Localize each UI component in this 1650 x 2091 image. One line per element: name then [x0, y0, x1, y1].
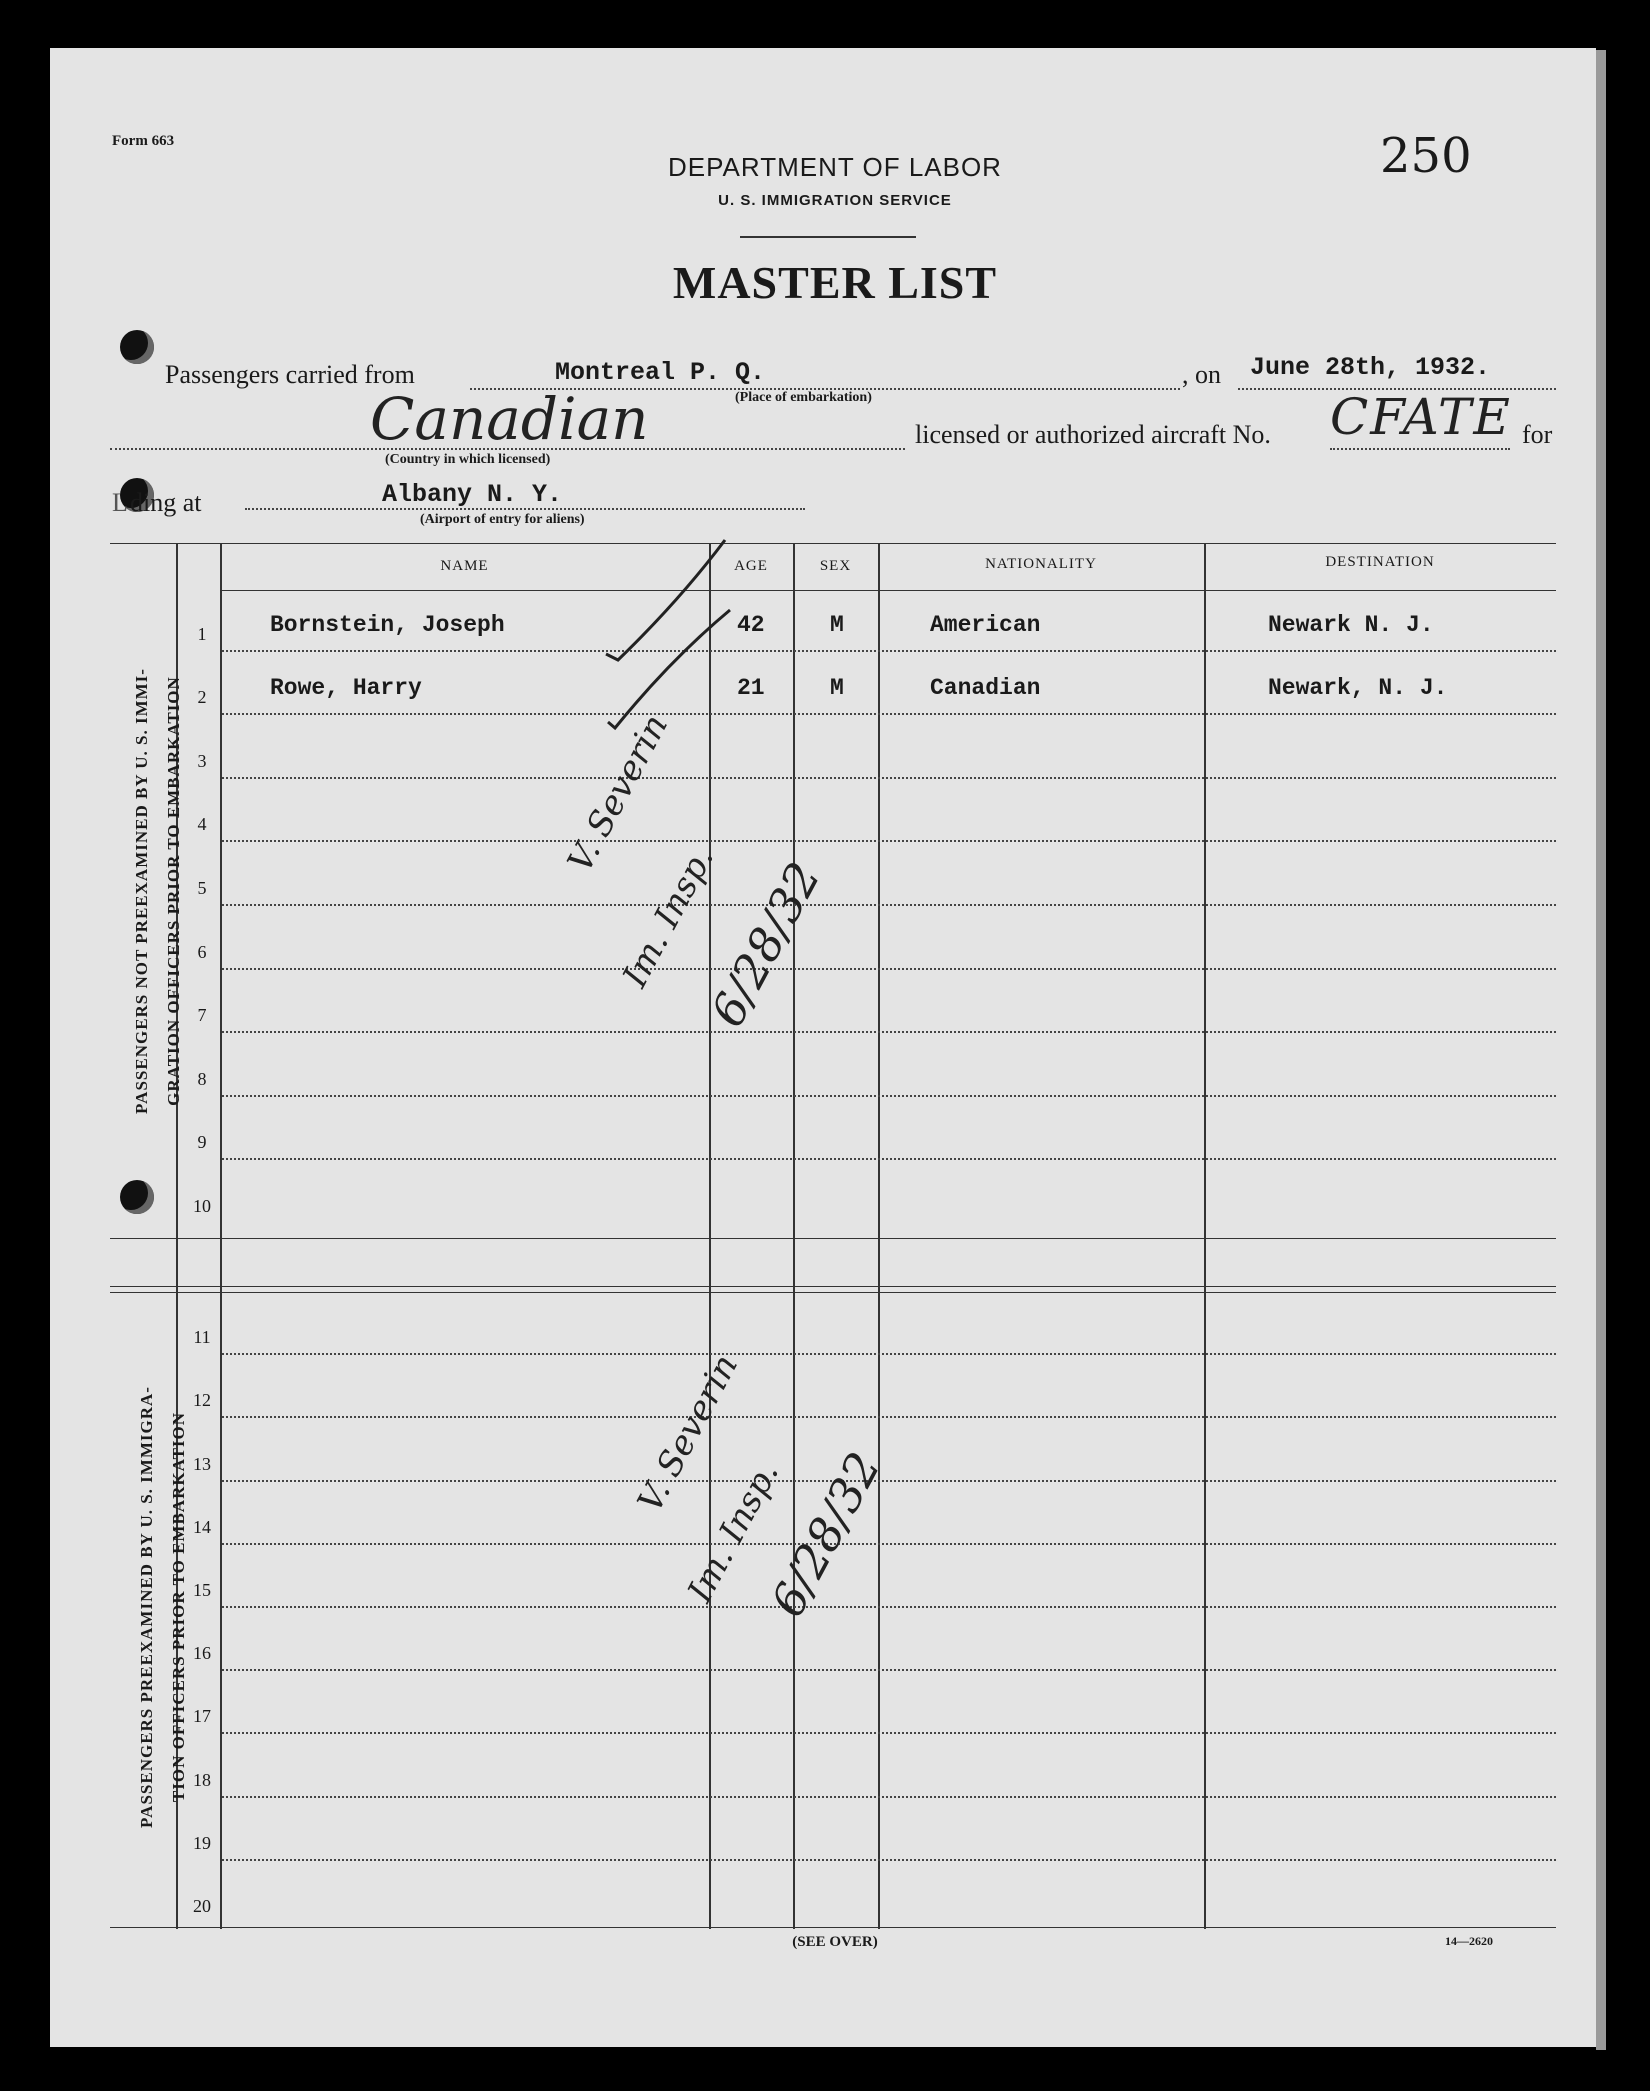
passenger-age: 42	[737, 611, 765, 638]
passenger-destination: Newark, N. J.	[1268, 675, 1448, 702]
passenger-name: Bornstein, Joseph	[270, 611, 505, 638]
page-number: 250	[1380, 128, 1472, 184]
row-number: 16	[193, 1643, 211, 1664]
row-number: 9	[197, 1132, 207, 1153]
row-number: 19	[193, 1832, 211, 1853]
form-number: Form 663	[112, 133, 175, 149]
column-header-name: NAME	[440, 558, 489, 574]
aircraft-label: licensed or authorized aircraft No.	[915, 420, 1271, 449]
airport: Albany N. Y.	[382, 480, 563, 509]
row-number: 7	[197, 1005, 207, 1026]
section1-label-line2: GRATION OFFICERS PRIOR TO EMBARKATION	[164, 676, 183, 1106]
country-caption: (Country in which licensed)	[385, 452, 551, 467]
inspection-date-1: 6/28/32	[700, 853, 831, 1036]
aircraft-number: CFATE	[1330, 388, 1512, 446]
passenger-name: Rowe, Harry	[270, 675, 422, 702]
row-number: 15	[193, 1580, 211, 1600]
inspector-signature-2: V. Severin	[630, 1348, 747, 1519]
for-label: for	[1522, 420, 1553, 449]
section2-label-line1: PASSENGERS PREEXAMINED BY U. S. IMMIGRA-	[137, 1386, 156, 1828]
column-header-destination: DESTINATION	[1325, 554, 1435, 570]
column-header-sex: SEX	[819, 558, 852, 574]
embarkation-place: Montreal P. Q.	[555, 358, 766, 387]
passenger-nationality: Canadian	[930, 675, 1041, 702]
inspector-title-1: Im. Insp.	[615, 840, 722, 994]
on-label: , on	[1182, 360, 1221, 389]
column-header-age: AGE	[734, 558, 768, 574]
row-number: 1	[197, 623, 207, 644]
inspection-date-2: 6/28/32	[760, 1443, 891, 1626]
section1-label-line1: PASSENGERS NOT PREEXAMINED BY U. S. IMMI-	[132, 668, 151, 1114]
row-number: 11	[193, 1327, 211, 1348]
checkmark-icon	[606, 540, 725, 660]
see-over-note: (SEE OVER)	[792, 1934, 878, 1950]
passenger-destination: Newark N. J.	[1268, 611, 1434, 638]
row-number: 12	[193, 1390, 211, 1411]
inspector-title-2: Im. Insp.	[680, 1455, 787, 1609]
country-licensed: Canadian	[370, 385, 649, 453]
section2-label-line2: TION OFFICERS PRIOR TO EMBARKATION	[169, 1411, 188, 1803]
checkmark-icon	[608, 610, 730, 728]
passenger-age: 21	[737, 675, 765, 702]
print-code: 14—2620	[1445, 1934, 1493, 1948]
row-number: 18	[193, 1769, 211, 1790]
passenger-nationality: American	[930, 611, 1041, 638]
row-number: 6	[197, 941, 207, 962]
row-number: 4	[197, 814, 207, 835]
date: June 28th, 1932.	[1250, 353, 1491, 382]
column-header-nationality: NATIONALITY	[985, 556, 1097, 572]
landing-label: ding at	[130, 488, 202, 517]
row-number: 3	[197, 750, 207, 771]
row-number: 20	[193, 1896, 211, 1916]
landing-initial: L	[112, 488, 128, 517]
row-number: 5	[197, 878, 207, 898]
inspector-signature-1: V. Severin	[560, 708, 677, 879]
page-title: MASTER LIST	[672, 257, 998, 308]
row-number: 8	[197, 1068, 207, 1089]
passenger-sex: M	[830, 675, 844, 702]
passenger-sex: M	[830, 611, 844, 638]
carried-from-label: Passengers carried from	[165, 360, 415, 389]
service-name: U. S. IMMIGRATION SERVICE	[718, 192, 952, 209]
row-number: 2	[197, 687, 207, 708]
row-number: 14	[193, 1516, 211, 1537]
row-number: 17	[193, 1706, 211, 1727]
row-number: 13	[193, 1453, 211, 1474]
embarkation-caption: (Place of embarkation)	[735, 390, 872, 405]
row-number: 10	[193, 1196, 211, 1216]
airport-caption: (Airport of entry for aliens)	[420, 512, 585, 527]
department-name: DEPARTMENT OF LABOR	[668, 152, 1002, 182]
